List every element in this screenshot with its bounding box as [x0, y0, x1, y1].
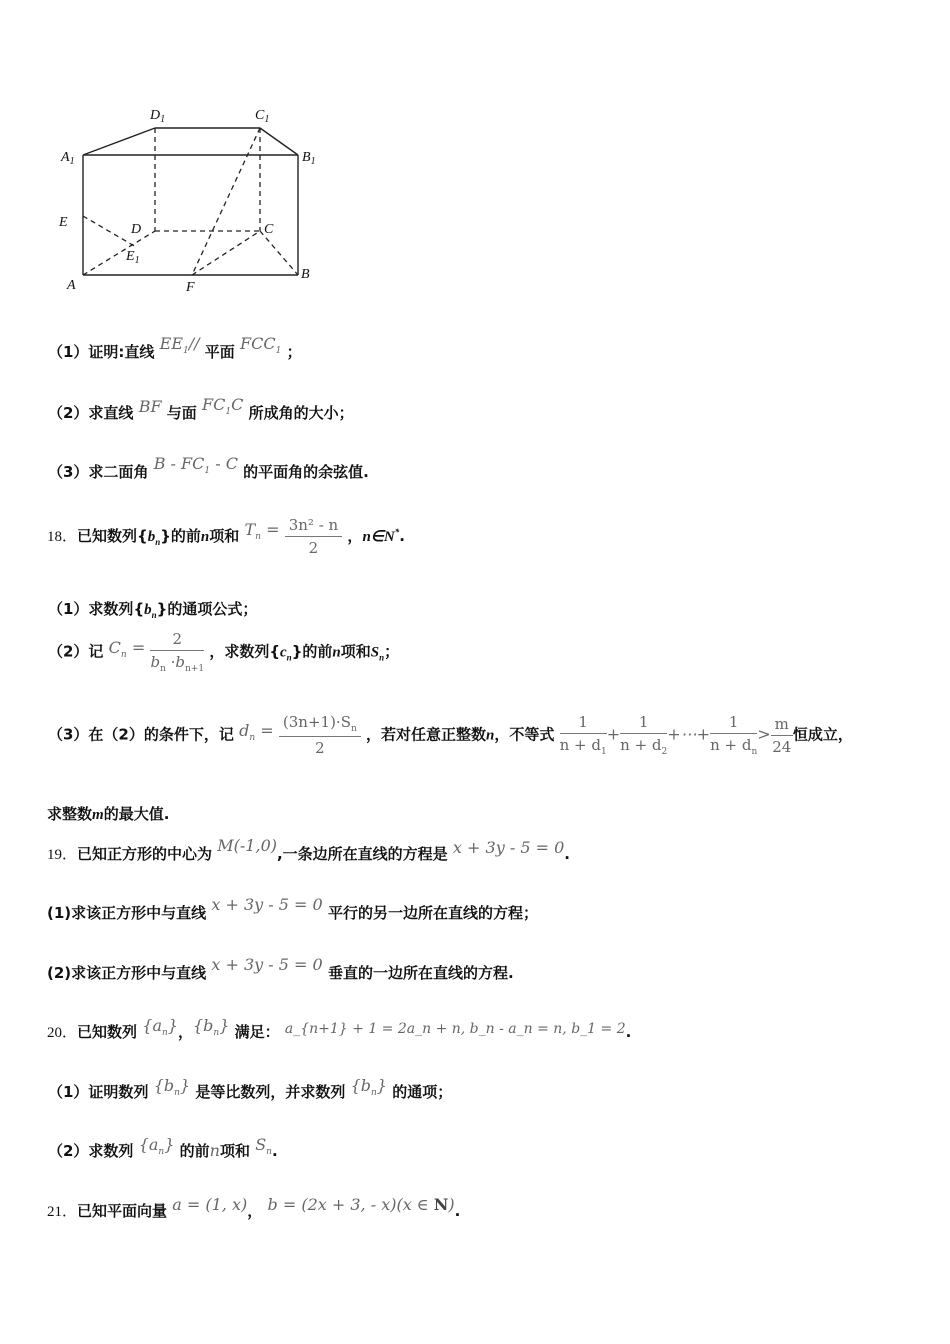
q17-part1: （1）证明:直线 $EE_1//$ 平面 $FCC_1$ ；	[48, 334, 302, 361]
q18-part3: （3）在（2）的条件下，记 $d_n$ = $\frac{(3n+1)\cdot S_n}{2}$ ，若对任意正整数n，不等式 $\frac{1}{n + d_1}$ + $\frac{1}{n + d_2}$ +⋯+ $\frac{1}{n + d_n}$ > $\frac{m}{24}$ 恒成立，	[48, 713, 853, 757]
q20-stem: 20．已知数列 $\{a_n\}$，$\{b_n\}$ 满足： a_{n+1} + 1 = 2a_n + n, b_n - a_n = n, b_1 = 2.	[47, 1016, 632, 1041]
q17-part2: （2）求直线 BF 与面 $FC_1C$ 所成角的大小；	[48, 395, 354, 422]
q17-part3: （3）求二面角 B - $FC_1$ - C 的平面角的余弦值.	[48, 454, 369, 481]
q18-d-fraction: $\frac{(3n+1)\cdot S_n}{2}$	[279, 713, 361, 757]
q19-part2: (2)求该正方形中与直线 x + 3y - 5 = 0 垂直的一边所在直线的方程.	[47, 955, 514, 982]
label-B: B	[301, 267, 310, 282]
q18-part3-cont: 求整数m的最大值.	[47, 805, 170, 823]
q18-T-fraction: $\frac{\text{3n² - n}}{2}$	[285, 516, 342, 557]
label-C1: $C_1$	[255, 108, 270, 125]
q19-stem: 19．已知正方形的中心为 M(-1,0),一条边所在直线的方程是 x + 3y - 5 = 0.	[47, 836, 570, 863]
q20-part2: （2）求数列 $\{a_n\}$ 的前n项和 $S_n$.	[48, 1135, 278, 1160]
label-E: E	[59, 215, 68, 230]
label-C: C	[264, 222, 274, 237]
label-F: F	[186, 280, 195, 295]
label-E1: $E_1$	[126, 249, 140, 266]
q18-part2: （2）记 $C_n$ = $\frac{2}{b_n \cdot b_{n+1}}$ ，求数列$\{c_n\}$的前n项和$S_n$；	[48, 630, 400, 674]
label-A: A	[67, 278, 76, 293]
label-A1: $A_1$	[61, 150, 75, 167]
q18-C-fraction: $\frac{2}{b_n \cdot b_{n+1}}$	[150, 630, 205, 674]
q21-stem: 21．已知平面向量 a = (1, x)， b = (2x + 3, - x)(x ∈ N).	[47, 1195, 461, 1220]
q19-part1: (1)求该正方形中与直线 x + 3y - 5 = 0 平行的另一边所在直线的方程；	[47, 895, 538, 922]
q20-part1: （1）证明数列 $\{b_n\}$ 是等比数列，并求数列 $\{b_n\}$ 的通项；	[48, 1076, 453, 1101]
prism-figure	[50, 95, 340, 300]
q18-part1: （1）求数列$\{b_n\}$的通项公式；	[48, 600, 258, 620]
label-D: D	[131, 222, 142, 237]
q18-stem: 18．已知数列$\{b_n\}$的前n项和 $T_n$ = $\frac{\text{3n² - n}}{2}$ ，n∈N*.	[47, 516, 405, 557]
label-D1: $D_1$	[150, 108, 166, 125]
label-B1: $B_1$	[302, 150, 316, 167]
